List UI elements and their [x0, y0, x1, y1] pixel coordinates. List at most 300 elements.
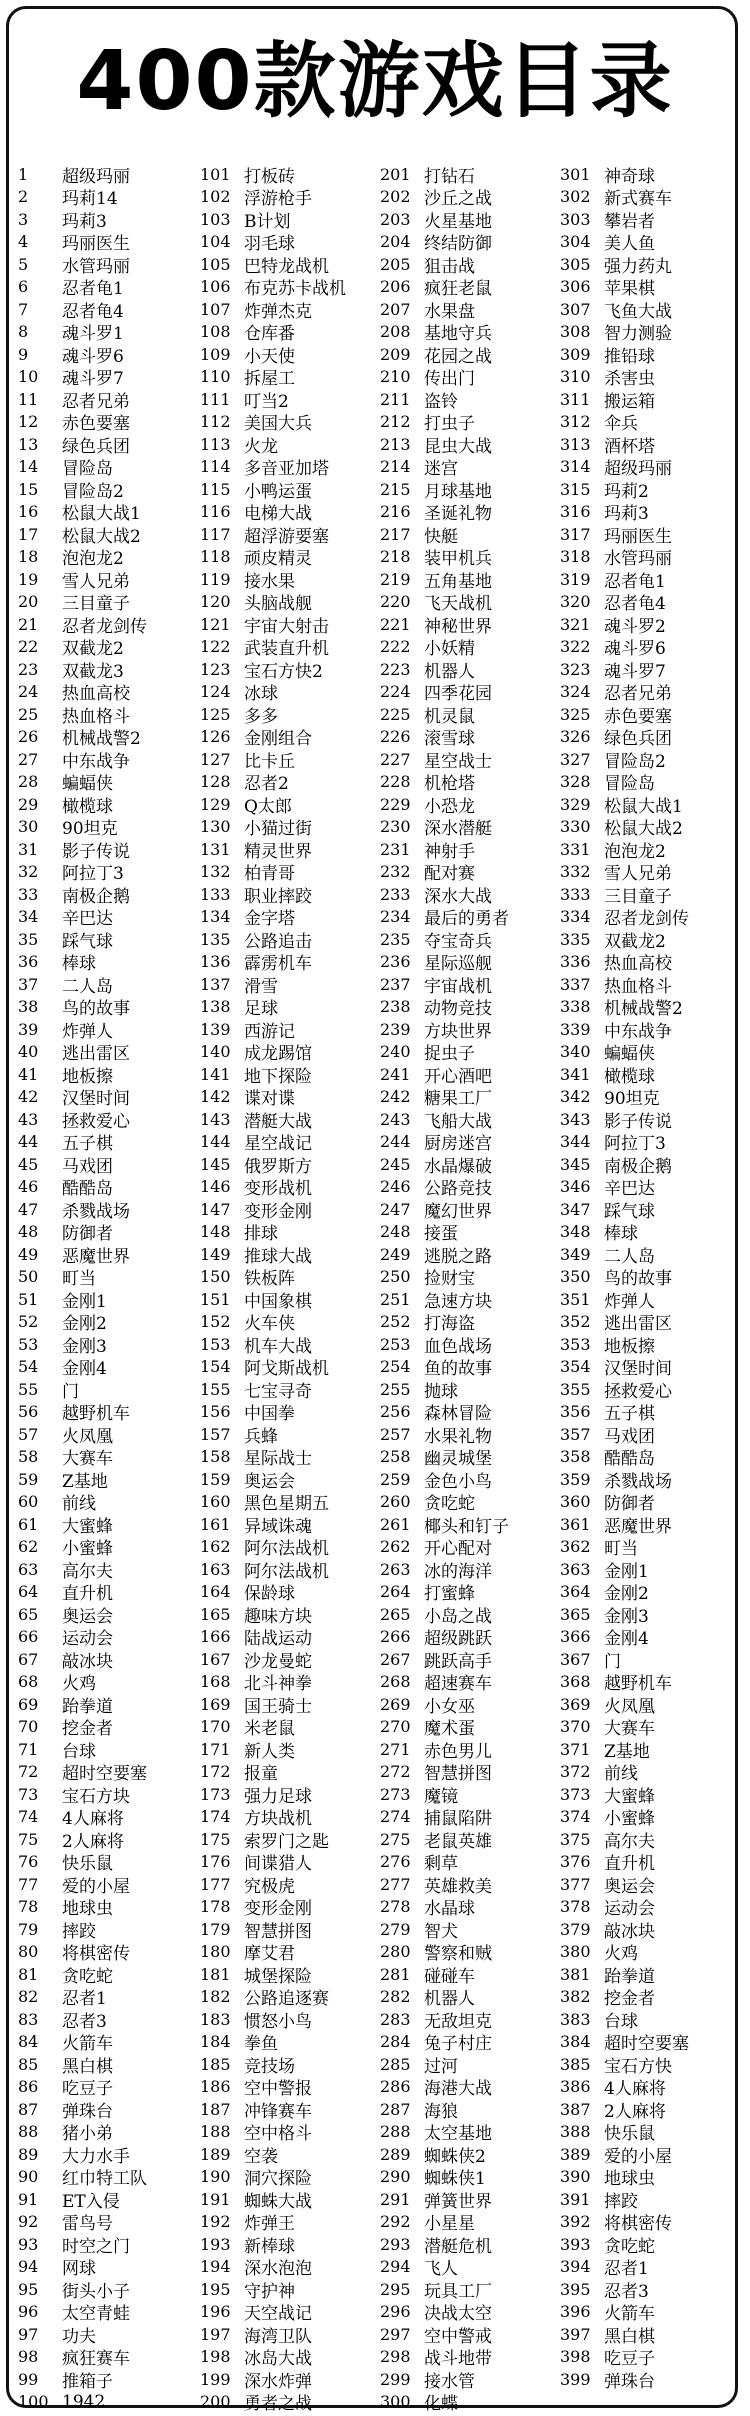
game-entry: [380, 276, 509, 299]
game-name: 火龙: [244, 436, 278, 457]
game-number: 81: [18, 1964, 39, 1984]
game-entry: [560, 2368, 689, 2391]
game-name: 地球虫: [62, 1899, 113, 1920]
game-name: 影子传说: [62, 841, 130, 862]
game-number: 323: [560, 659, 591, 679]
game-number: 349: [560, 1244, 591, 1264]
game-entry: [560, 1176, 689, 1199]
game-entry: [200, 861, 346, 884]
game-name: 智慧拼图: [244, 1921, 312, 1942]
game-name: 越野机车: [604, 1674, 672, 1695]
game-entry: [18, 793, 147, 816]
game-entry: [560, 1896, 689, 1919]
game-entry: [18, 1491, 147, 1514]
game-number: 256: [380, 1402, 411, 1422]
game-entry: [380, 1851, 509, 1874]
game-number: 247: [380, 1199, 411, 1219]
game-entry: [200, 1356, 346, 1379]
game-entry: [200, 1131, 346, 1154]
game-name: 飞人: [424, 2259, 458, 2280]
game-name: 高尔夫: [62, 1561, 113, 1582]
game-name: 捉虫子: [424, 1044, 475, 1065]
game-name: 杀戮战场: [62, 1201, 130, 1222]
game-entry: [560, 928, 689, 951]
game-name: 装甲机兵: [424, 549, 492, 570]
game-entry: [18, 366, 147, 389]
game-entry: [560, 996, 689, 1019]
game-name: 中东战争: [604, 1021, 672, 1042]
game-name: 小蜜蜂: [604, 1809, 655, 1830]
game-number: 303: [560, 209, 591, 229]
game-number: 106: [200, 277, 231, 297]
game-name: 阿拉丁3: [604, 1134, 666, 1155]
game-name: 蜘蛛侠2: [424, 2146, 486, 2167]
game-name: 幽灵城堡: [424, 1449, 492, 1470]
game-name: 接水果: [244, 571, 295, 592]
game-name: 橄榄球: [62, 796, 113, 817]
game-number: 354: [560, 1357, 591, 1377]
game-name: 抛球: [424, 1381, 458, 1402]
game-number: 186: [200, 2077, 231, 2097]
game-entry: [200, 1018, 346, 1041]
game-name: 勇者之战: [244, 2394, 312, 2415]
game-entry: [200, 1063, 346, 1086]
game-number: 68: [18, 1672, 39, 1692]
game-name: 布克苏卡战机: [244, 279, 346, 300]
game-entry: [380, 726, 509, 749]
game-number: 373: [560, 1784, 591, 1804]
game-name: 多音亚加塔: [244, 459, 329, 480]
game-entry: [380, 523, 509, 546]
game-number: 341: [560, 1064, 591, 1084]
game-entry: [380, 883, 509, 906]
game-name: 方块战机: [244, 1809, 312, 1830]
game-entry: [200, 1041, 346, 1064]
game-name: 海港大战: [424, 2079, 492, 2100]
game-entry: [560, 186, 689, 209]
game-entry: [18, 231, 147, 254]
game-entry: [18, 726, 147, 749]
game-number: 71: [18, 1739, 39, 1759]
game-entry: [18, 1288, 147, 1311]
game-number: 4: [18, 232, 29, 252]
game-number: 340: [560, 1042, 591, 1062]
game-number: 243: [380, 1109, 411, 1129]
game-entry: [18, 816, 147, 839]
game-entry: [200, 186, 346, 209]
game-entry: [18, 568, 147, 591]
game-name: 忍者2: [244, 774, 289, 795]
game-number: 371: [560, 1739, 591, 1759]
game-name: 金刚1: [604, 1561, 649, 1582]
game-name: 传出门: [424, 369, 475, 390]
game-name: 弹珠台: [62, 2101, 113, 2122]
game-entry: [380, 231, 509, 254]
game-number: 304: [560, 232, 591, 252]
game-number: 376: [560, 1852, 591, 1872]
game-name: 前线: [62, 1494, 96, 1515]
game-name: 玩具工厂: [424, 2281, 492, 2302]
game-name: 冰岛大战: [244, 2349, 312, 2370]
game-entry: [18, 1446, 147, 1469]
game-entry: [560, 1333, 689, 1356]
game-name: 街头小子: [62, 2281, 130, 2302]
game-name: 双截龙2: [62, 639, 124, 660]
game-number: 20: [18, 592, 39, 612]
game-entry: [380, 1468, 509, 1491]
game-entry: [560, 1671, 689, 1694]
game-name: 血色战场: [424, 1336, 492, 1357]
game-number: 234: [380, 907, 411, 927]
game-entry: [380, 1896, 509, 1919]
game-name: 二人岛: [62, 976, 113, 997]
game-entry: [380, 1446, 509, 1469]
game-number: 363: [560, 1559, 591, 1579]
game-number: 361: [560, 1514, 591, 1534]
game-name: 宝石方块: [62, 1786, 130, 1807]
game-entry: [18, 1378, 147, 1401]
game-number: 244: [380, 1132, 411, 1152]
game-entry: [560, 1536, 689, 1559]
game-number: 231: [380, 839, 411, 859]
game-name: 快乐鼠: [62, 1854, 113, 1875]
game-entry: [18, 1986, 147, 2009]
game-name: 陆战运动: [244, 1629, 312, 1650]
game-name: 忍者3: [604, 2281, 649, 2302]
game-number: 364: [560, 1582, 591, 1602]
game-entry: [18, 163, 147, 186]
game-entry: [380, 2323, 509, 2346]
game-entry: [560, 2053, 689, 2076]
game-entry: [18, 636, 147, 659]
game-entry: [560, 951, 689, 974]
game-entry: [18, 1356, 147, 1379]
game-number: 198: [200, 2347, 231, 2367]
game-name: 火星基地: [424, 211, 492, 232]
game-number: 255: [380, 1379, 411, 1399]
game-number: 270: [380, 1717, 411, 1737]
game-entry: [18, 546, 147, 569]
game-number: 388: [560, 2122, 591, 2142]
game-number: 333: [560, 884, 591, 904]
game-entry: [200, 928, 346, 951]
game-number: 290: [380, 2167, 411, 2187]
game-name: 间谍猎人: [244, 1854, 312, 1875]
game-name: 花园之战: [424, 346, 492, 367]
game-number: 191: [200, 2189, 231, 2209]
game-name: 火箭车: [604, 2304, 655, 2325]
game-entry: [560, 478, 689, 501]
game-entry: [200, 703, 346, 726]
game-number: 383: [560, 2009, 591, 2029]
game-number: 155: [200, 1379, 231, 1399]
game-entry: [380, 2143, 509, 2166]
game-name: 变形战机: [244, 1179, 312, 1200]
game-number: 9: [18, 344, 29, 364]
game-number: 196: [200, 2302, 231, 2322]
game-entry: [560, 1356, 689, 1379]
game-entry: [560, 636, 689, 659]
game-number: 316: [560, 502, 591, 522]
game-number: 253: [380, 1334, 411, 1354]
game-entry: [18, 2256, 147, 2279]
game-entry: [560, 1581, 689, 1604]
game-entry: [560, 1783, 689, 1806]
game-name: 椰头和钉子: [424, 1516, 509, 1537]
game-name: 深水大战: [424, 886, 492, 907]
game-entry: [200, 951, 346, 974]
game-entry: [560, 433, 689, 456]
game-name: 终结防御: [424, 234, 492, 255]
game-entry: [18, 2368, 147, 2391]
game-number: 120: [200, 592, 231, 612]
game-entry: [380, 1716, 509, 1739]
game-number: 219: [380, 569, 411, 589]
game-name: 蝙蝠侠: [62, 774, 113, 795]
game-entry: [380, 1041, 509, 1064]
game-name: 机器人: [424, 661, 475, 682]
game-number: 140: [200, 1042, 231, 1062]
game-number: 309: [560, 344, 591, 364]
game-name: 雷鸟号: [62, 2214, 113, 2235]
game-name: 小猫过街: [244, 819, 312, 840]
game-number: 280: [380, 1942, 411, 1962]
game-name: 金色小鸟: [424, 1471, 492, 1492]
game-name: 中东战争: [62, 751, 130, 772]
game-name: 快乐鼠: [604, 2124, 655, 2145]
game-name: 智犬: [424, 1921, 458, 1942]
game-name: 蜘蛛大战: [244, 2191, 312, 2212]
game-name: 五角基地: [424, 571, 492, 592]
game-name: Q太郎: [244, 796, 292, 817]
game-name: 无敌坦克: [424, 2011, 492, 2032]
game-entry: [200, 1941, 346, 1964]
game-name: 警察和贼: [424, 1944, 492, 1965]
game-name: 异域诛魂: [244, 1516, 312, 1537]
game-name: 宝石方快2: [244, 661, 323, 682]
game-number: 288: [380, 2122, 411, 2142]
game-name: 精灵世界: [244, 841, 312, 862]
game-entry: [560, 1941, 689, 1964]
game-number: 395: [560, 2279, 591, 2299]
game-name: 深水潜艇: [424, 819, 492, 840]
game-entry: [200, 208, 346, 231]
game-number: 277: [380, 1874, 411, 1894]
game-entry: [200, 2323, 346, 2346]
game-entry: [200, 613, 346, 636]
game-entry: [380, 1288, 509, 1311]
game-entry: [18, 523, 147, 546]
game-entry: [560, 1873, 689, 1896]
game-entry: [200, 1176, 346, 1199]
game-name: 俄罗斯方: [244, 1156, 312, 1177]
game-entry: [380, 1918, 509, 1941]
game-entry: [560, 2211, 689, 2234]
game-number: 93: [18, 2234, 39, 2254]
game-name: 赤色要塞: [604, 706, 672, 727]
game-number: 132: [200, 862, 231, 882]
game-entry: [560, 1828, 689, 1851]
game-number: 261: [380, 1514, 411, 1534]
game-name: 机枪塔: [424, 774, 475, 795]
game-name: 公路竞技: [424, 1179, 492, 1200]
game-entry: [380, 1738, 509, 1761]
game-entry: [18, 433, 147, 456]
game-number: 66: [18, 1627, 39, 1647]
game-number: 149: [200, 1244, 231, 1264]
game-entry: [380, 2278, 509, 2301]
game-number: 353: [560, 1334, 591, 1354]
game-name: 最后的勇者: [424, 909, 509, 930]
game-entry: [18, 1671, 147, 1694]
game-entry: [18, 1806, 147, 1829]
game-entry: [560, 1243, 689, 1266]
game-number: 18: [18, 547, 39, 567]
game-entry: [200, 1221, 346, 1244]
game-number: 366: [560, 1627, 591, 1647]
game-entry: [380, 478, 509, 501]
game-name: 防御者: [62, 1224, 113, 1245]
game-number: 124: [200, 682, 231, 702]
game-number: 214: [380, 457, 411, 477]
game-number: 375: [560, 1829, 591, 1849]
game-number: 117: [200, 524, 231, 544]
catalog-column-1: [18, 163, 147, 2413]
game-entry: [560, 703, 689, 726]
game-number: 175: [200, 1829, 231, 1849]
game-name: 水管玛丽: [62, 256, 130, 277]
game-name: 热血高校: [62, 684, 130, 705]
game-number: 252: [380, 1312, 411, 1332]
game-entry: [380, 748, 509, 771]
game-number: 312: [560, 412, 591, 432]
game-number: 60: [18, 1492, 39, 1512]
game-name: 敲冰块: [62, 1651, 113, 1672]
game-name: 攀岩者: [604, 211, 655, 232]
game-name: 酷酷岛: [62, 1179, 113, 1200]
game-entry: [18, 501, 147, 524]
game-name: B计划: [244, 211, 291, 232]
game-name: 台球: [604, 2011, 638, 2032]
game-name: 碰碰车: [424, 1966, 475, 1987]
game-name: 美国大兵: [244, 414, 312, 435]
game-entry: [380, 928, 509, 951]
game-entry: [200, 1333, 346, 1356]
game-entry: [560, 883, 689, 906]
game-name: 魂斗罗2: [604, 616, 666, 637]
game-entry: [200, 2346, 346, 2369]
game-number: 248: [380, 1222, 411, 1242]
game-name: 配对赛: [424, 864, 475, 885]
game-number: 377: [560, 1874, 591, 1894]
game-name: 海狼: [424, 2101, 458, 2122]
game-name: 火凤凰: [62, 1426, 113, 1447]
game-name: 老鼠英雄: [424, 1831, 492, 1852]
game-number: 310: [560, 367, 591, 387]
game-number: 188: [200, 2122, 231, 2142]
game-name: 逃脱之路: [424, 1246, 492, 1267]
game-number: 276: [380, 1852, 411, 1872]
game-number: 173: [200, 1784, 231, 1804]
game-entry: [380, 298, 509, 321]
game-name: 飞鱼大战: [604, 301, 672, 322]
game-name: 影子传说: [604, 1111, 672, 1132]
game-number: 37: [18, 974, 39, 994]
game-number: 307: [560, 299, 591, 319]
game-name: 金刚2: [604, 1584, 649, 1605]
game-number: 281: [380, 1964, 411, 1984]
game-number: 61: [18, 1514, 39, 1534]
game-number: 176: [200, 1852, 231, 1872]
game-entry: [18, 703, 147, 726]
game-entry: [18, 343, 147, 366]
game-number: 115: [200, 479, 231, 499]
game-number: 118: [200, 547, 231, 567]
game-number: 1: [18, 164, 29, 184]
game-entry: [560, 1738, 689, 1761]
game-entry: [380, 1356, 509, 1379]
game-entry: [380, 838, 509, 861]
game-entry: [18, 456, 147, 479]
game-entry: [200, 1536, 346, 1559]
game-entry: [200, 1783, 346, 1806]
game-number: 393: [560, 2234, 591, 2254]
game-name: 地板擦: [62, 1066, 113, 1087]
game-entry: [18, 681, 147, 704]
game-entry: [18, 748, 147, 771]
game-number: 83: [18, 2009, 39, 2029]
game-entry: [18, 1221, 147, 1244]
game-name: 金刚4: [604, 1629, 649, 1650]
game-number: 210: [380, 367, 411, 387]
game-name: 水果盘: [424, 301, 475, 322]
game-number: 226: [380, 727, 411, 747]
game-name: 将棋密传: [62, 1944, 130, 1965]
game-number: 293: [380, 2234, 411, 2254]
game-entry: [560, 523, 689, 546]
game-entry: [380, 1108, 509, 1131]
game-number: 73: [18, 1784, 39, 1804]
game-number: 15: [18, 479, 39, 499]
game-number: 249: [380, 1244, 411, 1264]
game-name: 机灵鼠: [424, 706, 475, 727]
game-number: 217: [380, 524, 411, 544]
game-number: 138: [200, 997, 231, 1017]
game-name: 马戏团: [62, 1156, 113, 1177]
game-entry: [200, 996, 346, 1019]
game-entry: [560, 613, 689, 636]
game-number: 362: [560, 1537, 591, 1557]
game-number: 171: [200, 1739, 231, 1759]
game-name: 拯救爱心: [604, 1381, 672, 1402]
game-number: 50: [18, 1267, 39, 1287]
game-name: Z基地: [604, 1741, 650, 1762]
game-entry: [380, 253, 509, 276]
game-entry: [200, 253, 346, 276]
game-number: 230: [380, 817, 411, 837]
game-name: 过河: [424, 2056, 458, 2077]
game-number: 82: [18, 1987, 39, 2007]
game-entry: [380, 163, 509, 186]
game-entry: [18, 2008, 147, 2031]
game-number: 385: [560, 2054, 591, 2074]
game-number: 199: [200, 2369, 231, 2389]
game-entry: [560, 321, 689, 344]
game-name: 洞穴探险: [244, 2169, 312, 2190]
game-number: 104: [200, 232, 231, 252]
game-number: 14: [18, 457, 39, 477]
game-entry: [560, 2233, 689, 2256]
